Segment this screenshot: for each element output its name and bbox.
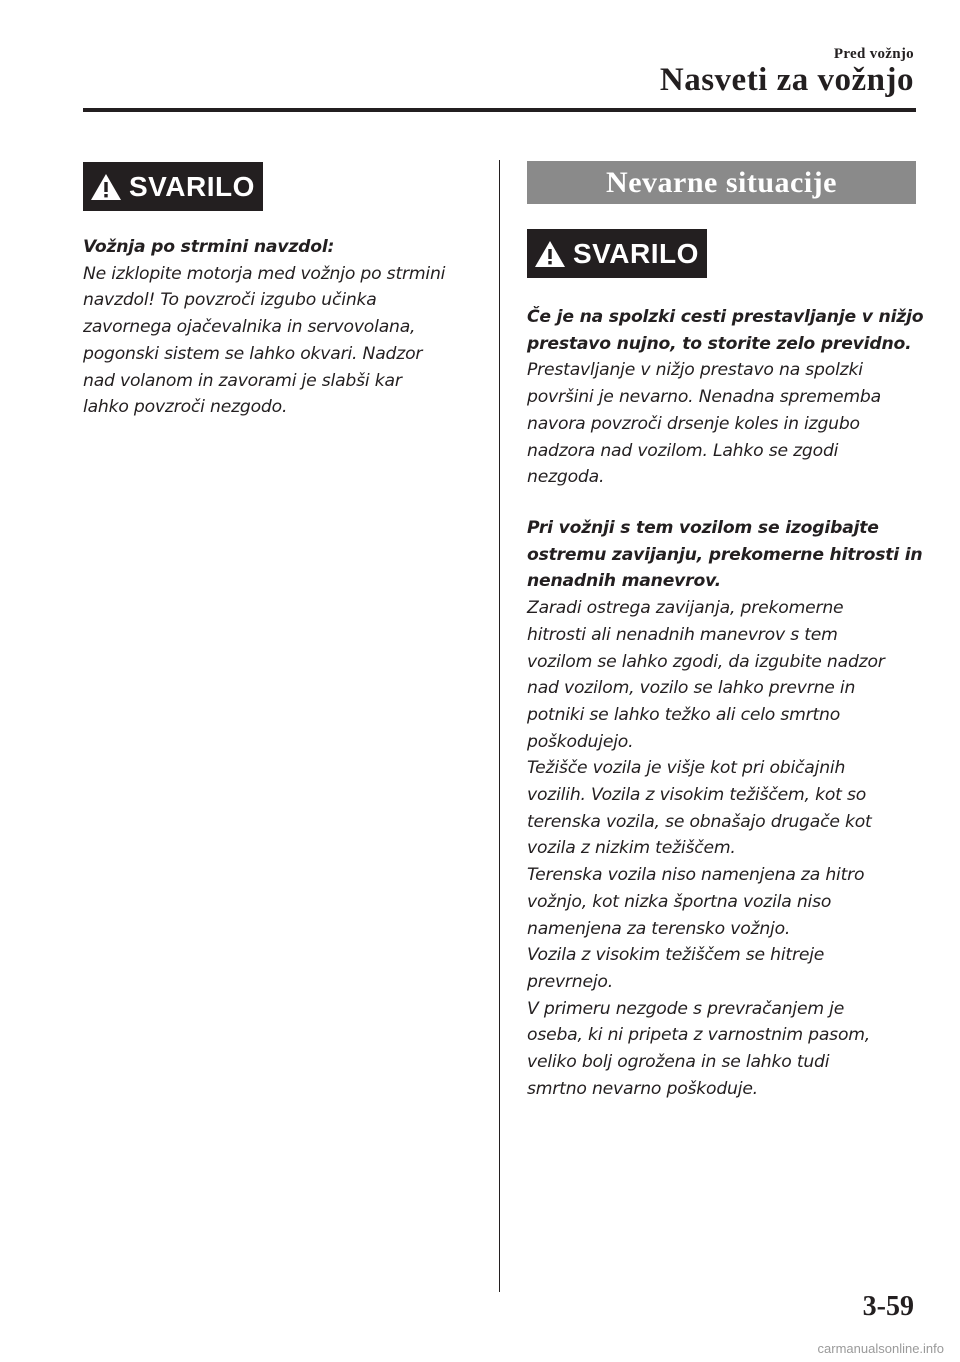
warning-triangle-icon [527, 229, 573, 278]
body-line: prevrnejo. [527, 971, 614, 992]
body-line: poškodujejo. [527, 731, 634, 752]
column-divider [499, 160, 500, 1292]
body-line: vozilih. Vozila z visokim težiščem, kot so [527, 785, 867, 806]
watermark: carmanualsonline.info [817, 1341, 944, 1356]
header-section-label: Pred vožnjo [833, 46, 914, 62]
body-line: potniki se lahko težko ali celo smrtno [527, 704, 841, 725]
warning-label: SVARILO [129, 170, 255, 202]
block2-heading [527, 515, 922, 595]
heading-line: Pri vožnji s tem vozilom se izogibajte [527, 518, 879, 538]
warning-heading: Vožnja po strmini navzdol: [83, 237, 335, 257]
block2-body [527, 595, 922, 1102]
block1-heading [527, 304, 923, 357]
body-line: Težišče vozila je višje kot pri običajnih [527, 758, 846, 779]
warning-badge-right [527, 229, 707, 278]
body-line: nad volanom in zavorami je slabši kar [83, 370, 402, 391]
body-line: smrtno nevarno poškoduje. [527, 1078, 758, 1099]
heading-line: prestavo nujno, to storite zelo previdno. [527, 333, 912, 354]
body-line: Ne izklopite motorja med vožnjo po strmini [83, 263, 446, 284]
warning-label: SVARILO [573, 237, 699, 269]
heading-line: Če je na spolzki cesti prestavljanje v nižjo [527, 307, 924, 327]
page-title: Nasveti za vožnjo [659, 62, 914, 98]
body-line: Zaradi ostrega zavijanja, prekomerne [527, 598, 844, 619]
heading-line: ostremu zavijanju, prekomerne hitrosti in [527, 544, 923, 565]
warning-triangle-icon [83, 162, 129, 211]
body-line: površini je nevarno. Nenadna sprememba [527, 387, 881, 408]
body-line: nadzora nad vozilom. Lahko se zgodi [527, 440, 839, 461]
heading-line: nenadnih manevrov. [527, 571, 721, 592]
body-line: vozila z nizkim težiščem. [527, 838, 736, 859]
body-line: terenska vozila, se obnašajo drugače kot [527, 811, 872, 832]
body-line: Terenska vozila niso namenjena za hitro [527, 865, 865, 886]
body-line: pogonski sistem se lahko okvari. Nadzor [83, 343, 423, 364]
body-line: hitrosti ali nenadnih manevrov s tem [527, 624, 838, 645]
body-line: oseba, ki ni pripeta z varnostnim pasom, [527, 1025, 871, 1046]
body-line: Vozila z visokim težiščem se hitreje [527, 945, 825, 966]
page-number: 3-59 [862, 1291, 914, 1322]
left-body [83, 261, 445, 421]
body-line: Prestavljanje v nižjo prestavo na spolzki [527, 360, 863, 381]
right-block-2 [527, 515, 922, 1102]
body-line: namenjena za terensko vožnjo. [527, 918, 791, 939]
body-line: nad vozilom, vozilo se lahko prevrne in [527, 678, 856, 699]
left-warning-text [83, 234, 445, 421]
body-line: vožnjo, kot nizka športna vozila niso [527, 891, 832, 912]
body-line: zavornega ojačevalnika in servovolana, [83, 317, 416, 338]
block1-body [527, 357, 923, 491]
header-rule [83, 108, 916, 112]
body-line: vozilom se lahko zgodi, da izgubite nadzor [527, 651, 885, 672]
body-line: nezgoda. [527, 467, 605, 488]
body-line: V primeru nezgode s prevračanjem je [527, 998, 845, 1019]
body-line: navora povzroči drsenje koles in izgubo [527, 413, 860, 434]
right-block-1 [527, 304, 923, 491]
section-title-bar: Nevarne situacije [527, 161, 916, 204]
body-line: navzdol! To povzroči izgubo učinka [83, 290, 377, 311]
body-line: lahko povzroči nezgodo. [83, 397, 288, 418]
body-line: veliko bolj ogrožena in se lahko tudi [527, 1052, 830, 1073]
warning-badge-left [83, 162, 263, 211]
